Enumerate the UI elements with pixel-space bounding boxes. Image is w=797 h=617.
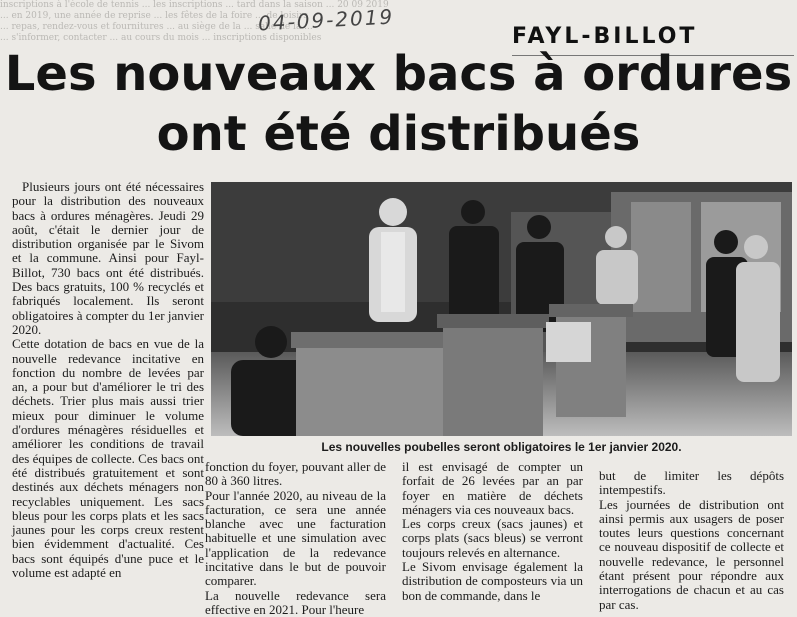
paragraph: Plusieurs jours ont été nécessaires pour la distribution des nouveaux bacs à ordures ménagères. Jeudi 29 août, c'était le dernier jour de distribution organisée par le Sivom et la commune. Ainsi pour Fayl-Billot, 730 bacs ont été distribués. Des bacs gratuits, 100 % recyclés et fabriqués localement. Ils seront obligatoires à compter du 1er janvier 2020. xyxy=(12,179,204,337)
paragraph: Cette dotation de bacs en vue de la nouvelle redevance incitative en fonction du nombre de levées par an, a pour but d'améliorer le tri des déchets. Trier plus mais aussi trier mieux pour diminuer le volume d'ordures ménagères résiduelles et améliorer les conditions de travail des équipes de collecte. Ces bacs ont été distribués gratuitement et sont destinés aux déchets ménagers non recyclables uniquement. Les sacs bleus pour les corps plats et les sacs jaunes pour les corps creux restent bien évidemment d'actualité. Ces bacs sont équipés d'une puce et le volume est adapté en xyxy=(12,336,204,581)
photo-distribution xyxy=(211,182,792,436)
paragraph: Pour l'année 2020, au niveau de la facturation, ce sera une année blanche avec une facturation habituelle et une simulation avec l'application de la redevance incitative dans le but de pouvoir comparer. xyxy=(205,487,386,589)
photo-caption: Les nouvelles poubelles seront obligatoires le 1er janvier 2020. xyxy=(321,440,682,454)
headline-line-2: ont été distribués xyxy=(156,106,641,162)
bleed-line: ... en 2019, une année de reprise ... les fêtes de la foire ... de loisirs xyxy=(0,11,308,21)
paragraph: Les corps creux (sacs jaunes) et corps plats (sacs bleus) se verront toujours relevés en alternance. xyxy=(402,516,583,560)
article-column-1 xyxy=(12,180,204,580)
paragraph: il est envisagé de compter un forfait de 26 levées par an par foyer en matière de déchets ménagers via ces nouveaux bacs. xyxy=(402,459,583,517)
article-column-2 xyxy=(205,460,386,617)
headline xyxy=(0,44,797,164)
paragraph: Les journées de distribution ont ainsi permis aux usagers de poser toutes leurs questions concernant ce nouveau dispositif de collecte et nouvelle redevance, le personnel étant présent pour répondre aux interrogations de chacun et au cas par cas. xyxy=(599,496,784,612)
paragraph: Le Sivom envisage également la distribution de composteurs via un bon de commande, dans le xyxy=(402,559,583,603)
paragraph: fonction du foyer, pouvant aller de 80 à 360 litres. xyxy=(205,459,386,489)
paragraph: but de limiter les dépôts intempestifs. xyxy=(599,468,784,498)
bleed-line: ... repas, rendez-vous et fournitures ... au siège de la ... salle de la ... xyxy=(0,22,313,32)
bleed-line: inscriptions à l'école de tennis ... les inscriptions ... tard dans la saison ... 20 09 2019 xyxy=(0,0,389,10)
paragraph: La nouvelle redevance sera effective en 2021. Pour l'heure xyxy=(205,587,386,617)
town-heading: FAYL-BILLOT xyxy=(512,24,698,49)
bleed-line: ... s'informer, contacter ... au cours du mois ... inscriptions disponibles xyxy=(0,33,322,43)
headline-line-1: Les nouveaux bacs à ordures xyxy=(4,46,793,102)
article-column-3 xyxy=(402,460,583,603)
date-stamp: 04-09-2019 xyxy=(257,4,395,36)
article-column-4 xyxy=(599,469,784,612)
